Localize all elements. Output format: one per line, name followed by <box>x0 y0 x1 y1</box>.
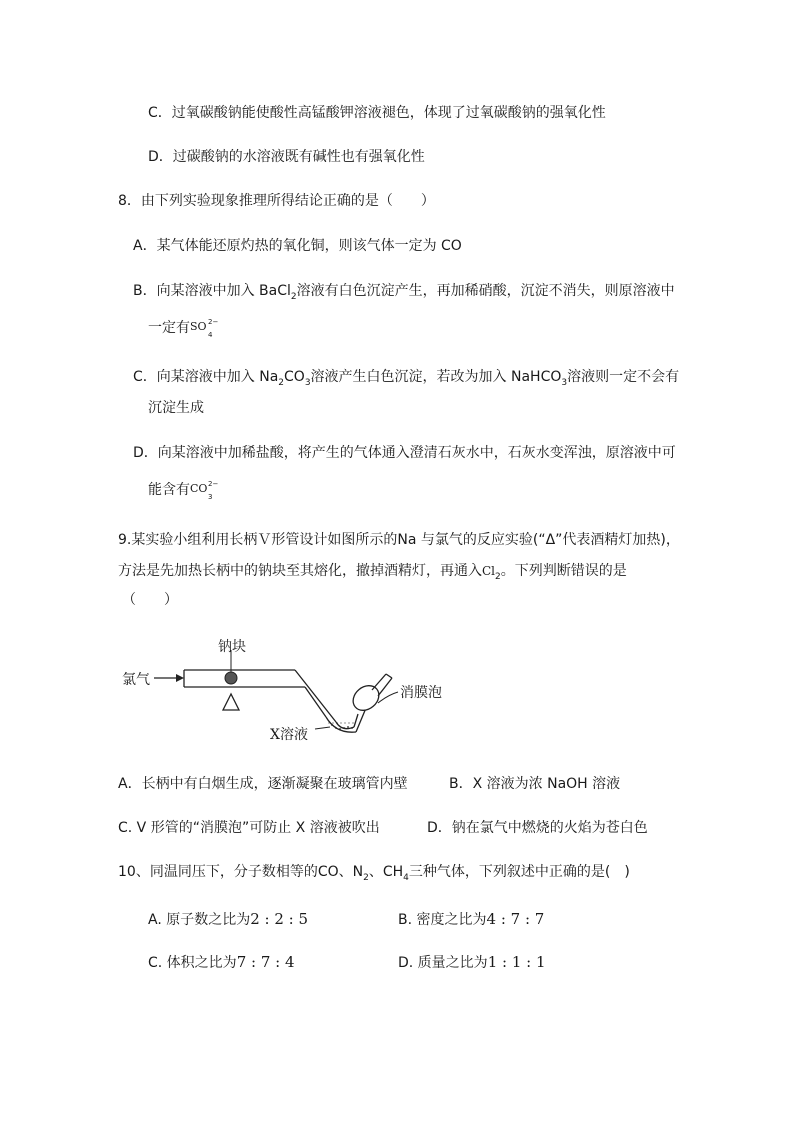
v-tube-apparatus-diagram <box>110 632 470 747</box>
q7-option-d: D．过碳酸钠的水溶液既有碱性也有强氧化性 <box>148 149 425 165</box>
q8-b-sub: 2 <box>290 291 297 302</box>
x-solution-label: X溶液 <box>270 727 308 743</box>
q9-answer-blank: （ ） <box>122 592 178 608</box>
q10-text3: 三种气体，下列叙述中正确的是( ) <box>408 864 630 880</box>
q9-option-d: D．钠在氯气中燃烧的火焰为苍白色 <box>427 820 648 836</box>
bubble-label: 消膜泡 <box>400 685 442 701</box>
q10-option-b <box>398 909 544 930</box>
q8-c-sub2: 3 <box>304 377 311 388</box>
q10-text1: 10、同温同压下，分子数相等的CO、N <box>118 864 364 880</box>
q8-c-text1: C．向某溶液中加入 Na <box>133 369 279 385</box>
q10-d-ratio: 1 : 1 : 1 <box>487 953 546 971</box>
q10-option-a <box>148 909 308 930</box>
q9-text2: 。下列判断错误的是 <box>500 563 627 579</box>
q9-option-c: C. V 形管的“消膜泡”可防止 X 溶液被吹出 <box>118 820 380 836</box>
q8-option-b-line2 <box>148 316 219 339</box>
q10-d-label: D. 质量之比为 <box>398 955 488 971</box>
q10-a-label: A. 原子数之比为 <box>148 912 251 928</box>
q10-a-ratio: 2 : 2 : 5 <box>250 910 309 928</box>
q10-c-label: C. 体积之比为 <box>148 955 237 971</box>
q8-c-text4: 溶液则一定不会有 <box>567 369 680 385</box>
q9-stem-line2 <box>118 561 627 587</box>
q9-option-a: A．长柄中有白烟生成，逐渐凝聚在玻璃管内壁 <box>118 776 408 792</box>
q10-sub1: 2 <box>363 872 369 883</box>
q8-option-c-line2: 沉淀生成 <box>148 400 204 416</box>
q8-c-sub1: 2 <box>278 377 285 388</box>
q7-option-c: C．过氧碳酸钠能使酸性高锰酸钾溶液褪色，体现了过氧碳酸钠的强氧化性 <box>148 105 606 121</box>
q8-c-text2: CO <box>284 369 305 385</box>
q8-option-b-line1 <box>133 281 675 307</box>
q8-option-c-line1 <box>133 367 679 393</box>
q8-stem: 8．由下列实验现象推理所得结论正确的是（ ） <box>118 193 435 209</box>
chlorine-formula: Cl <box>482 564 496 578</box>
q9-option-b: B．X 溶液为浓 NaOH 溶液 <box>449 776 621 792</box>
q8-c-sub3: 3 <box>561 377 568 388</box>
sulfate-ion: SO 2− 4 <box>190 318 219 339</box>
q10-option-c <box>148 952 295 973</box>
carbonate-ion: CO 2− 3 <box>190 480 219 501</box>
q9-sub: 2 <box>495 571 501 582</box>
q10-stem <box>118 862 630 888</box>
q8-option-a: A．某气体能还原灼热的氧化铜，则该气体一定为 CO <box>133 238 462 254</box>
q10-text2: 、CH <box>368 864 404 880</box>
q9-stem-line1: 9.某实验小组利用长柄Ｖ形管设计如图所示的Na 与氯气的反应实验(“Δ”代表酒精灯加热)， <box>118 532 680 548</box>
q8-b-text1: B．向某溶液中加入 BaCl <box>133 283 291 299</box>
q10-b-label: B. 密度之比为 <box>398 912 487 928</box>
q8-b-text2: 溶液有白色沉淀产生，再加稀硝酸，沉淀不消失，则原溶液中 <box>296 283 675 299</box>
q8-c-text3: 溶液产生白色沉淀，若改为加入 NaHCO <box>310 369 562 385</box>
q8-option-d-line1: D．向某溶液中加稀盐酸，将产生的气体通入澄清石灰水中，石灰水变浑浊，原溶液中可 <box>133 445 676 461</box>
chlorine-label: 氯气 <box>122 672 150 688</box>
q10-sub2: 4 <box>403 872 409 883</box>
sodium-label: 钠块 <box>218 639 246 655</box>
q9-text1: 方法是先加热长柄中的钠块至其熔化，撤掉酒精灯，再通入 <box>118 563 482 579</box>
q10-b-ratio: 4 : 7 : 7 <box>486 910 545 928</box>
q8-d-text: 能含有 <box>148 482 190 498</box>
q8-option-d-line2 <box>148 478 219 501</box>
q8-b-text3: 一定有 <box>148 320 190 336</box>
q10-c-ratio: 7 : 7 : 4 <box>236 953 295 971</box>
q10-option-d <box>398 952 546 973</box>
